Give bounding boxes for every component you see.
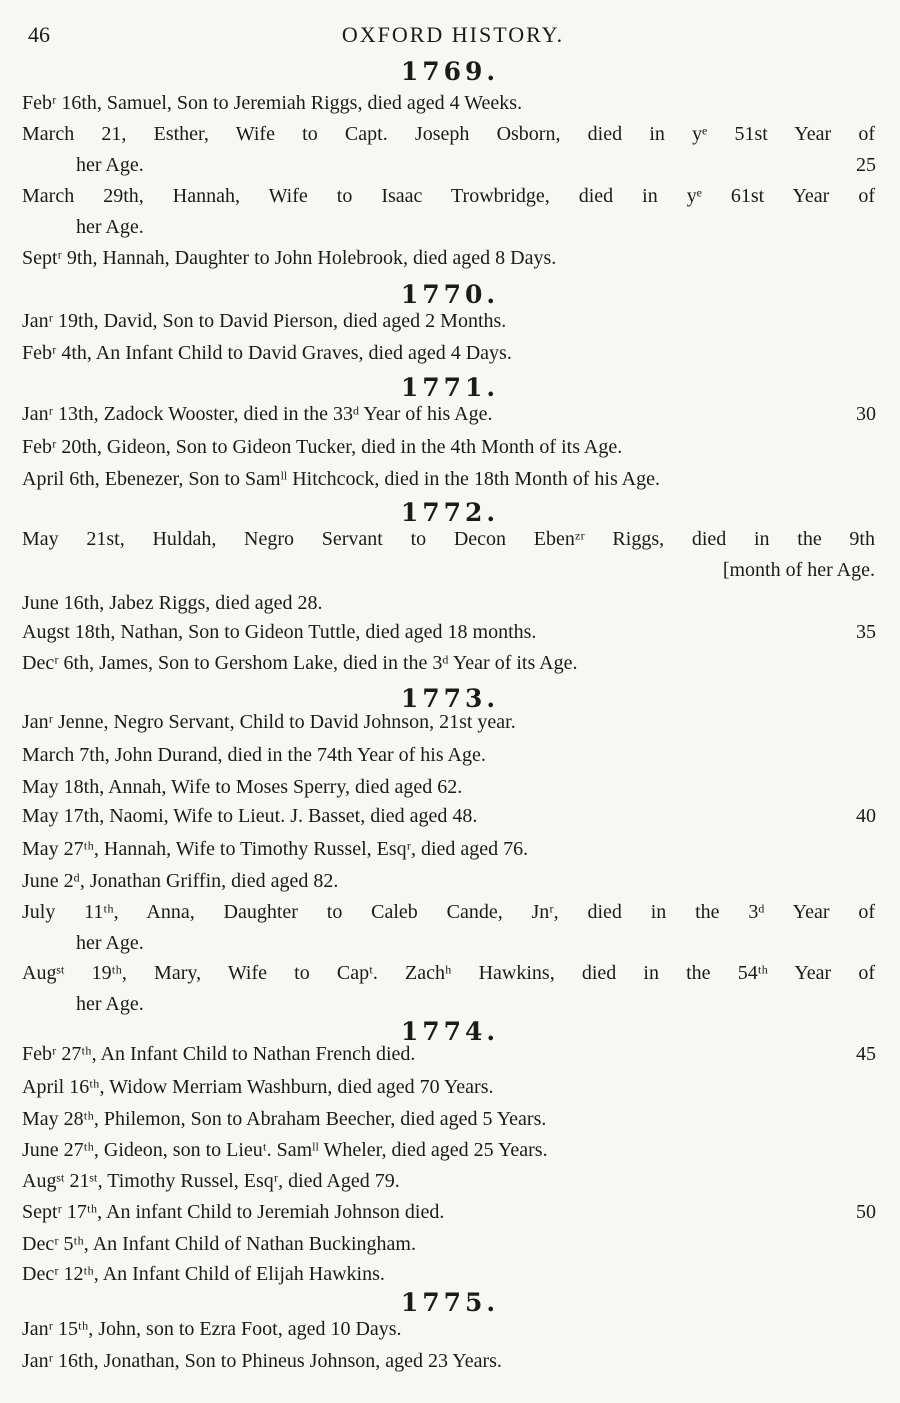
entry-text: Janʳ 19th, David, Son to David Pierson, died aged 2 Months. — [22, 310, 507, 332]
entry-text: Septʳ 9th, Hannah, Daughter to John Holebrook, died aged 8 Days. — [22, 247, 557, 269]
entry-text: Janʳ 13th, Zadock Wooster, died in the 33ᵈ Year of his Age. — [22, 403, 493, 425]
entry-text: Augst 18th, Nathan, Son to Gideon Tuttle, died aged 18 months. — [22, 621, 537, 643]
line-number: 50 — [856, 1201, 876, 1223]
entry-continuation: [month of her Age. — [722, 559, 875, 581]
register-entry — [22, 588, 875, 619]
register-entry — [22, 306, 875, 337]
register-entry — [22, 740, 875, 771]
entry-text: Septʳ 17ᵗʰ, An infant Child to Jeremiah Johnson died. — [22, 1201, 445, 1223]
register-entry — [22, 1197, 875, 1228]
register-entry — [22, 243, 875, 274]
register-entry — [22, 338, 875, 369]
register-entry — [22, 897, 875, 959]
register-entry — [22, 1135, 875, 1166]
register-entry — [22, 1039, 875, 1070]
entry-text: May 28ᵗʰ, Philemon, Son to Abraham Beecher, died aged 5 Years. — [22, 1108, 547, 1130]
page-number: 46 — [28, 22, 50, 47]
register-entry — [22, 801, 875, 832]
line-number: 40 — [856, 805, 876, 827]
register-entry — [22, 617, 875, 648]
register-entry — [22, 1346, 875, 1377]
entry-text: Decʳ 5ᵗʰ, An Infant Child of Nathan Buckingham. — [22, 1233, 416, 1255]
entry-text: March 7th, John Durand, died in the 74th Year of his Age. — [22, 744, 486, 766]
year-heading: 1772. — [400, 498, 500, 527]
entry-text: Janʳ 15ᵗʰ, John, son to Ezra Foot, aged 10 Days. — [22, 1318, 402, 1340]
line-number: 45 — [856, 1043, 876, 1065]
entry-text: May 27ᵗʰ, Hannah, Wife to Timothy Russel, Esqʳ, died aged 76. — [22, 838, 529, 860]
entry-text: Decʳ 6th, James, Son to Gershom Lake, died in the 3ᵈ Year of its Age. — [22, 652, 578, 674]
year-heading: 1770. — [400, 280, 500, 309]
register-entry — [22, 707, 875, 738]
entry-text: June 2ᵈ, Jonathan Griffin, died aged 82. — [22, 870, 339, 892]
register-entry — [22, 524, 875, 586]
entry-text: June 27ᵗʰ, Gideon, son to Lieuᵗ. Samˡˡ Wheler, died aged 25 Years. — [22, 1139, 548, 1161]
entry-continuation: her Age. — [76, 154, 144, 176]
line-number: 30 — [856, 403, 876, 425]
register-entry — [22, 1072, 875, 1103]
year-heading: 1775. — [400, 1288, 500, 1317]
entry-text: May 18th, Annah, Wife to Moses Sperry, died aged 62. — [22, 776, 463, 798]
register-entry — [22, 866, 875, 897]
year-heading: 1771. — [400, 373, 500, 402]
entry-text: May 17th, Naomi, Wife to Lieut. J. Basset, died aged 48. — [22, 805, 478, 827]
register-entry — [22, 834, 875, 865]
register-entry — [22, 88, 875, 119]
entry-continuation: her Age. — [76, 993, 144, 1015]
entry-text: June 16th, Jabez Riggs, died aged 28. — [22, 592, 323, 614]
register-entry — [22, 648, 875, 679]
register-entry — [22, 772, 875, 803]
register-entry — [22, 119, 875, 181]
line-number: 35 — [856, 621, 876, 643]
register-entry — [22, 399, 875, 430]
entry-text: July 11ᵗʰ, Anna, Daughter to Caleb Cande, Jnʳ, died in the 3ᵈ Year of — [22, 901, 875, 923]
entry-text: March 21, Esther, Wife to Capt. Joseph Osborn, died in yᵉ 51st Year of — [22, 123, 875, 145]
entry-text: Febʳ 27ᵗʰ, An Infant Child to Nathan French died. — [22, 1043, 416, 1065]
register-entry — [22, 181, 875, 243]
entry-text: Febʳ 16th, Samuel, Son to Jeremiah Riggs, died aged 4 Weeks. — [22, 92, 523, 114]
year-heading: 1773. — [400, 684, 500, 713]
entry-text: May 21st, Huldah, Negro Servant to Decon Ebenᶻʳ Riggs, died in the 9th — [22, 528, 875, 550]
page-header — [28, 22, 878, 52]
entry-text: Febʳ 20th, Gideon, Son to Gideon Tucker, died in the 4th Month of its Age. — [22, 436, 623, 458]
register-entry — [22, 432, 875, 463]
entry-text: March 29th, Hannah, Wife to Isaac Trowbridge, died in yᵉ 61st Year of — [22, 185, 875, 207]
register-entry — [22, 958, 875, 1020]
register-entry — [22, 1229, 875, 1260]
register-entry — [22, 464, 875, 495]
register-entry — [22, 1104, 875, 1135]
entry-text: Febʳ 4th, An Infant Child to David Graves, died aged 4 Days. — [22, 342, 512, 364]
entry-text: April 6th, Ebenezer, Son to Samˡˡ Hitchcock, died in the 18th Month of his Age. — [22, 468, 660, 490]
register-entry — [22, 1259, 875, 1290]
entry-text: Janʳ Jenne, Negro Servant, Child to David Johnson, 21st year. — [22, 711, 516, 733]
entry-continuation: her Age. — [76, 216, 144, 238]
year-heading: 1774. — [400, 1017, 500, 1046]
entry-text: Decʳ 12ᵗʰ, An Infant Child of Elijah Hawkins. — [22, 1263, 385, 1285]
entry-text: Augˢᵗ 19ᵗʰ, Mary, Wife to Capᵗ. Zachʰ Hawkins, died in the 54ᵗʰ Year of — [22, 962, 875, 984]
year-heading: 1769. — [400, 57, 500, 86]
line-number: 25 — [856, 154, 876, 176]
register-entry — [22, 1166, 875, 1197]
register-entry — [22, 1314, 875, 1345]
entry-text: April 16ᵗʰ, Widow Merriam Washburn, died aged 70 Years. — [22, 1076, 494, 1098]
entry-text: Augˢᵗ 21ˢᵗ, Timothy Russel, Esqʳ, died Aged 79. — [22, 1170, 400, 1192]
entry-continuation: her Age. — [76, 932, 144, 954]
running-head: OXFORD HISTORY. — [341, 22, 565, 47]
entry-text: Janʳ 16th, Jonathan, Son to Phineus Johnson, aged 23 Years. — [22, 1350, 502, 1372]
